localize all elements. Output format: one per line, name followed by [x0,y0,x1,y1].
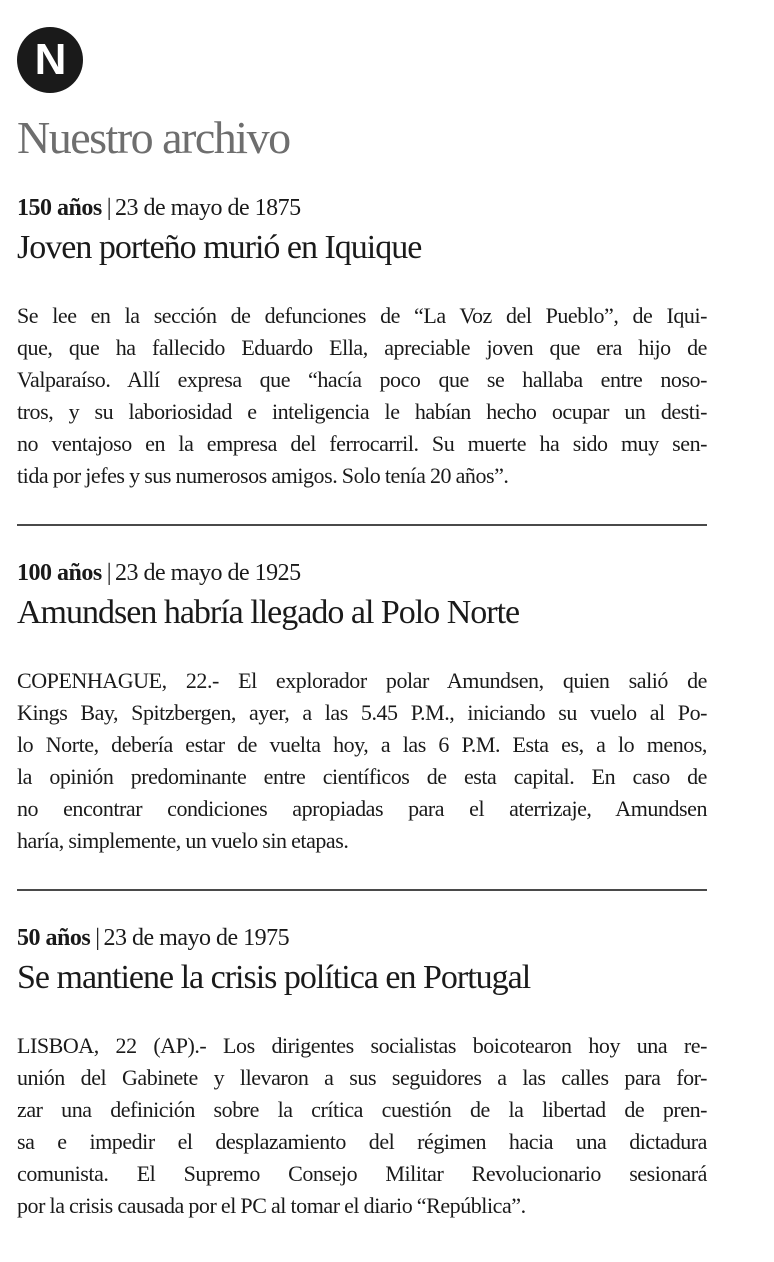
body-line: LISBOA, 22 (AP).- Los dirigentes socialistas boicotearon hoy una re- [17,1033,707,1058]
kicker-separator: | [106,560,111,586]
archive-entry-50 [17,922,707,1222]
entry-body [17,1030,707,1222]
body-line: haría, simplemente, un vuelo sin etapas. [17,828,349,853]
body-line: Kings Bay, Spitzbergen, ayer, a las 5.45 P.M., iniciando su vuelo al Po- [17,700,707,725]
body-line: sa e impedir el desplazamiento del régimen hacia una dictadura [17,1129,707,1154]
body-line: que, que ha fallecido Eduardo Ella, apreciable joven que era hijo de [17,335,707,360]
body-line: Valparaíso. Allí expresa que “hacía poco que se hallaba entre noso- [17,367,707,392]
entry-years: 100 años [17,560,102,586]
archive-entry-100 [17,557,707,857]
body-line: no encontrar condiciones apropiadas para el aterrizaje, Amundsen [17,796,707,821]
entry-headline: Joven porteño murió en Iquique [17,229,422,266]
archive-entry-150 [17,192,707,492]
entry-date: 23 de mayo de 1875 [115,195,301,221]
entry-body [17,665,707,857]
entry-date: 23 de mayo de 1975 [103,925,290,951]
section-divider [17,889,707,891]
body-line: zar una definición sobre la crítica cuestión de la libertad de pren- [17,1097,707,1122]
body-line: comunista. El Supremo Consejo Militar Revolucionario sesionará [17,1161,707,1186]
body-line: por la crisis causada por el PC al tomar el diario “República”. [17,1193,526,1218]
kicker-separator: | [95,925,100,951]
entry-headline: Amundsen habría llegado al Polo Norte [17,594,520,631]
entry-years: 50 años [17,925,91,951]
entry-kicker [17,557,707,589]
kicker-separator: | [106,195,111,221]
body-line: no ventajoso en la empresa del ferrocarril. Su muerte ha sido muy sen- [17,431,707,456]
body-line: tida por jefes y sus numerosos amigos. Solo tenía 20 años”. [17,463,509,488]
entry-body [17,300,707,492]
body-line: Se lee en la sección de defunciones de “La Voz del Pueblo”, de Iqui- [17,303,707,328]
entry-years: 150 años [17,195,102,221]
entry-kicker [17,192,707,224]
body-line: COPENHAGUE, 22.- El explorador polar Amundsen, quien salió de [17,668,707,693]
section-divider [17,524,707,526]
newspaper-logo-icon: N [17,27,83,93]
body-line: la opinión predominante entre científicos de esta capital. En caso de [17,764,707,789]
section-title: Nuestro archivo [17,112,290,163]
entry-date: 23 de mayo de 1925 [115,560,301,586]
entry-kicker [17,922,707,954]
body-line: unión del Gabinete y llevaron a sus seguidores a las calles para for- [17,1065,707,1090]
entry-headline: Se mantiene la crisis política en Portugal [17,959,531,996]
body-line: lo Norte, debería estar de vuelta hoy, a las 6 P.M. Esta es, a lo menos, [17,732,707,757]
body-line: tros, y su laboriosidad e inteligencia le habían hecho ocupar un desti- [17,399,707,424]
